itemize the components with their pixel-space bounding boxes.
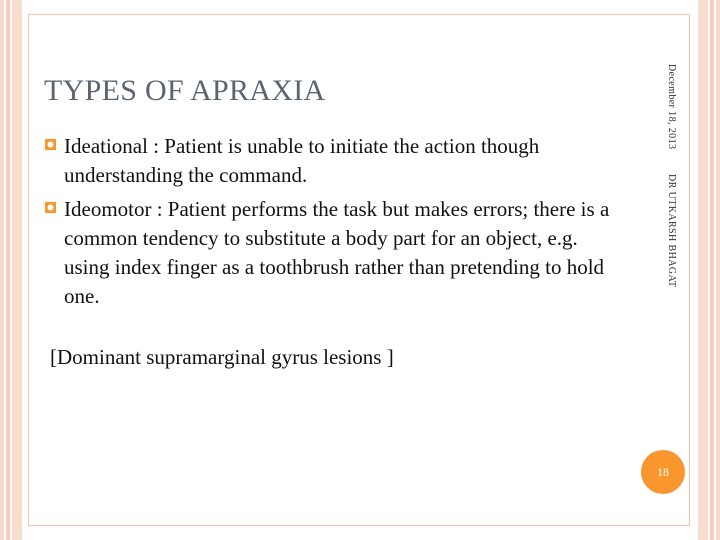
slide-author: DR UTKARSH BHAGAT: [666, 174, 677, 288]
side-footer: [666, 64, 677, 288]
left-decorative-band: [0, 0, 22, 540]
bullet-item-ideomotor: [44, 195, 624, 311]
slide-title: TYPES OF APRAXIA: [44, 74, 326, 107]
bullet-list: [44, 132, 624, 316]
bullet-item-ideational: [44, 132, 624, 190]
slide-date: December 18, 2013: [666, 64, 677, 150]
right-decorative-band: [698, 0, 720, 540]
lesion-note: [Dominant supramarginal gyrus lesions ]: [50, 345, 394, 369]
bullet-icon: [44, 138, 57, 151]
bullet-text: Ideomotor : Patient performs the task but makes errors; there is a common tendency to substitute a body part for an object, e.g. using index finger as a toothbrush rather than pretending to hold one.: [64, 197, 610, 308]
page-number-badge: 18: [641, 450, 685, 494]
bullet-text: Ideational : Patient is unable to initiate the action though understanding the command.: [64, 134, 540, 187]
bullet-icon: [44, 201, 57, 214]
